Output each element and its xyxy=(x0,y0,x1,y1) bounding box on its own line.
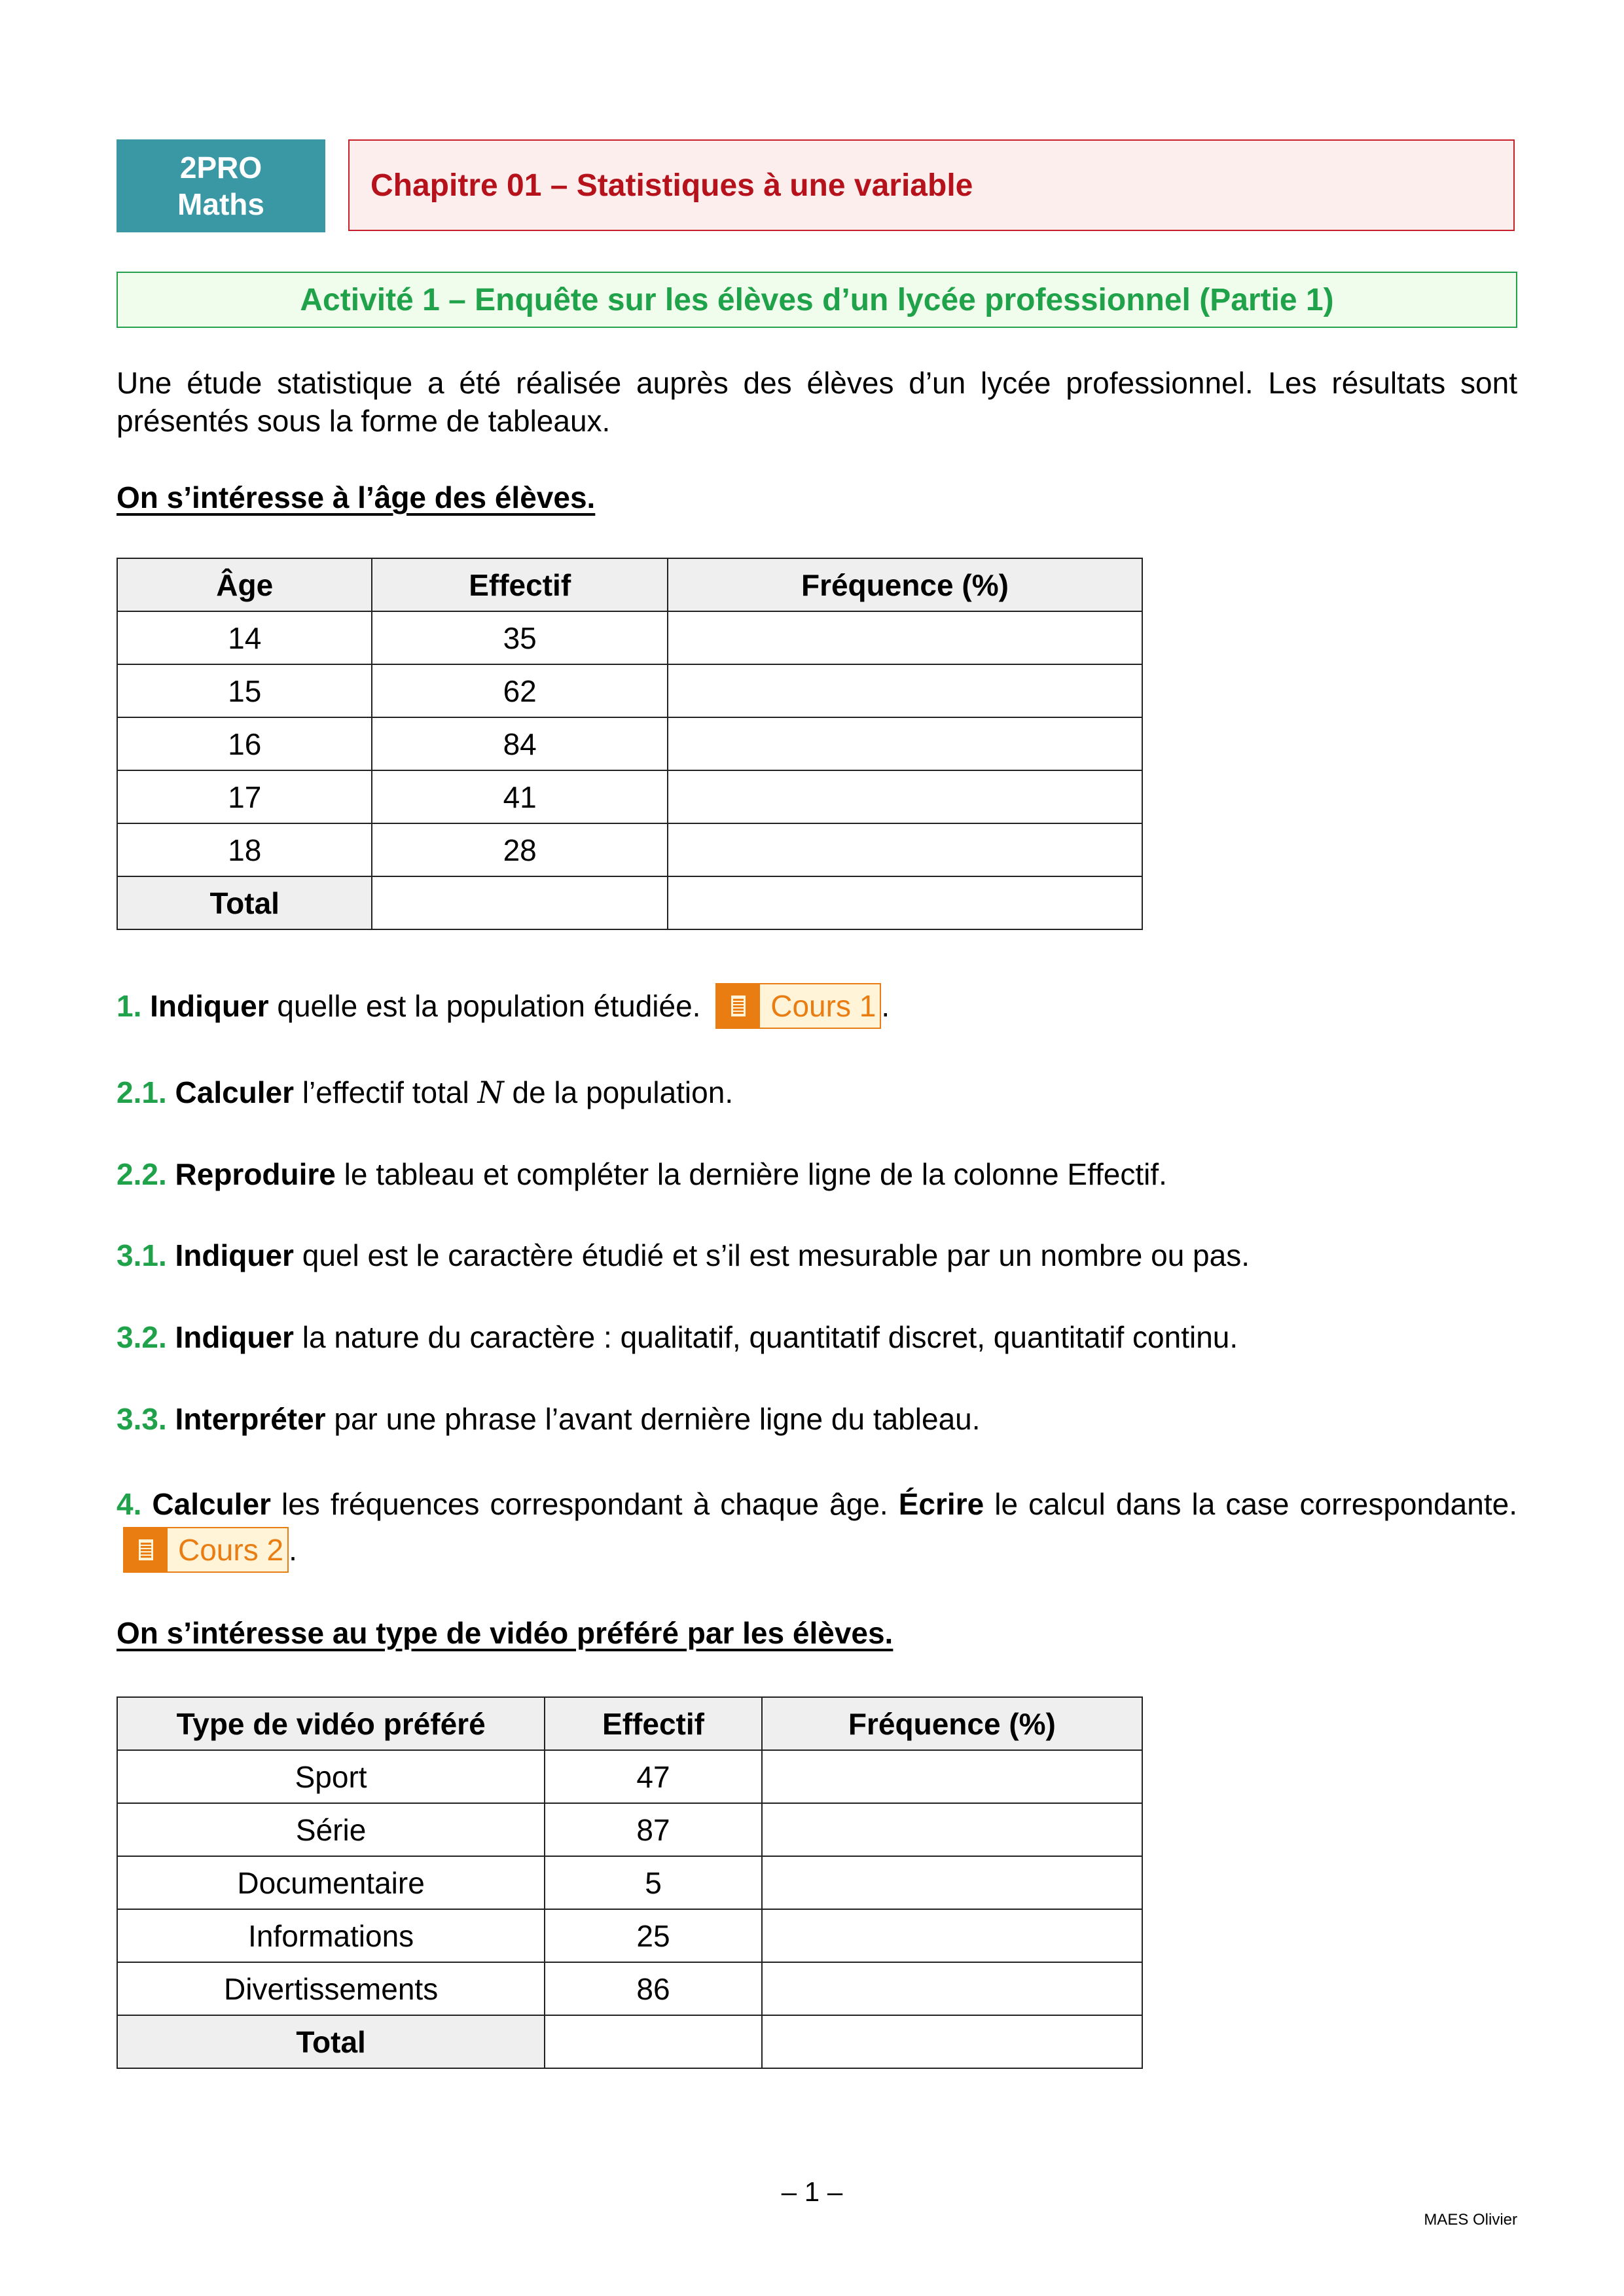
chapter-title: Chapitre 01 – Statistiques à une variable xyxy=(370,168,973,203)
question-verb: Interpréter xyxy=(175,1402,326,1436)
question-number: 2.2. xyxy=(117,1157,167,1191)
activity-title-box xyxy=(117,272,1517,328)
question-text: les fréquences correspondant à chaque âge. xyxy=(270,1487,899,1521)
column-header: Âge xyxy=(117,558,372,611)
age-cell: 15 xyxy=(117,664,372,717)
video-type-cell: Informations xyxy=(117,1909,545,1962)
frequence-cell[interactable] xyxy=(762,1962,1142,2015)
video-type-cell: Série xyxy=(117,1803,545,1856)
age-cell: 18 xyxy=(117,823,372,876)
intro-paragraph: Une étude statistique a été réalisée auprès des élèves d’un lycée professionnel. Les résultats sont présentés sous la forme de tableaux. xyxy=(117,366,1517,438)
age-cell: 14 xyxy=(117,611,372,664)
column-header: Fréquence (%) xyxy=(668,558,1142,611)
class-subject: Maths xyxy=(177,187,264,221)
effectif-cell: 84 xyxy=(372,717,667,770)
section-heading-video: On s’intéresse au type de vidéo préféré par les élèves. xyxy=(117,1616,893,1650)
page-number: – 1 – xyxy=(781,2176,843,2207)
effectif-cell: 87 xyxy=(545,1803,762,1856)
question-verb: Calculer xyxy=(152,1487,271,1521)
column-header: Effectif xyxy=(545,1697,762,1750)
question-verb: Calculer xyxy=(175,1075,295,1109)
effectif-cell: 62 xyxy=(372,664,667,717)
age-cell: 16 xyxy=(117,717,372,770)
effectif-cell: 86 xyxy=(545,1962,762,2015)
question-number: 3.1. xyxy=(117,1238,167,1272)
total-frequence-cell[interactable] xyxy=(762,2015,1142,2068)
question-number: 2.1. xyxy=(117,1075,167,1109)
question-text: par une phrase l’avant dernière ligne du tableau. xyxy=(325,1402,981,1436)
author-name: MAES Olivier xyxy=(1424,2211,1517,2229)
question-verb: Indiquer xyxy=(175,1238,294,1272)
question-1 xyxy=(117,986,890,1031)
question-3-1 xyxy=(117,1236,1250,1274)
table-row xyxy=(117,1962,1142,2015)
question-text: de la population. xyxy=(503,1075,734,1109)
video-table xyxy=(117,1696,1143,2069)
table-row xyxy=(117,1909,1142,1962)
total-label: Total xyxy=(117,2015,545,2068)
frequence-cell[interactable] xyxy=(668,823,1142,876)
question-text: l’effectif total xyxy=(294,1075,478,1109)
question-3-2 xyxy=(117,1318,1238,1356)
column-header: Effectif xyxy=(372,558,667,611)
effectif-cell: 47 xyxy=(545,1750,762,1803)
table-row xyxy=(117,1803,1142,1856)
question-number: 3.3. xyxy=(117,1402,167,1436)
table-row xyxy=(117,1750,1142,1803)
total-label: Total xyxy=(117,876,372,929)
question-verb: Écrire xyxy=(898,1487,984,1521)
question-text: le tableau et compléter la dernière ligne de la colonne Effectif. xyxy=(335,1157,1167,1191)
punctuation: . xyxy=(881,989,890,1024)
activity-title: Activité 1 – Enquête sur les élèves d’un lycée professionnel (Partie 1) xyxy=(300,282,1334,317)
video-type-cell: Documentaire xyxy=(117,1856,545,1909)
total-row xyxy=(117,2015,1142,2068)
question-number: 3.2. xyxy=(117,1320,167,1354)
question-verb: Indiquer xyxy=(175,1320,294,1354)
frequence-cell[interactable] xyxy=(762,1856,1142,1909)
table-header-row xyxy=(117,1697,1142,1750)
question-text: la nature du caractère : qualitatif, quantitatif discret, quantitatif continu. xyxy=(293,1320,1238,1354)
math-variable: N xyxy=(477,1075,504,1110)
question-3-3 xyxy=(117,1400,981,1438)
video-type-cell: Sport xyxy=(117,1750,545,1803)
total-row xyxy=(117,876,1142,929)
document-icon xyxy=(717,984,760,1028)
column-header: Type de vidéo préféré xyxy=(117,1697,545,1750)
video-type-cell: Divertissements xyxy=(117,1962,545,2015)
frequence-cell[interactable] xyxy=(762,1803,1142,1856)
effectif-cell: 28 xyxy=(372,823,667,876)
cours-2-link[interactable] xyxy=(123,1527,289,1573)
effectif-cell: 25 xyxy=(545,1909,762,1962)
question-number: 1. xyxy=(117,989,142,1024)
table-row xyxy=(117,611,1142,664)
effectif-cell: 41 xyxy=(372,770,667,823)
question-4 xyxy=(117,1481,1517,1575)
table-row xyxy=(117,770,1142,823)
question-number: 4. xyxy=(117,1487,142,1521)
age-table xyxy=(117,558,1143,930)
question-text: quel est le caractère étudié et s’il est mesurable par un nombre ou pas. xyxy=(293,1238,1250,1272)
table-row xyxy=(117,664,1142,717)
total-frequence-cell[interactable] xyxy=(668,876,1142,929)
table-header-row xyxy=(117,558,1142,611)
question-2-2 xyxy=(117,1155,1167,1193)
cours-1-link[interactable] xyxy=(715,983,881,1029)
frequence-cell[interactable] xyxy=(668,770,1142,823)
question-2-1 xyxy=(117,1073,733,1111)
frequence-cell[interactable] xyxy=(668,664,1142,717)
table-row xyxy=(117,717,1142,770)
question-verb: Indiquer xyxy=(150,989,269,1024)
frequence-cell[interactable] xyxy=(668,717,1142,770)
section-heading-age: On s’intéresse à l’âge des élèves. xyxy=(117,480,596,514)
class-level: 2PRO xyxy=(179,151,262,185)
effectif-cell: 35 xyxy=(372,611,667,664)
column-header: Fréquence (%) xyxy=(762,1697,1142,1750)
question-verb: Reproduire xyxy=(175,1157,336,1191)
document-icon xyxy=(124,1528,168,1571)
chapter-title-box xyxy=(348,139,1515,231)
punctuation: . xyxy=(289,1533,297,1567)
frequence-cell[interactable] xyxy=(762,1909,1142,1962)
total-effectif-cell[interactable] xyxy=(372,876,667,929)
frequence-cell[interactable] xyxy=(762,1750,1142,1803)
effectif-cell: 5 xyxy=(545,1856,762,1909)
table-row xyxy=(117,1856,1142,1909)
class-label-box xyxy=(117,139,325,232)
cours-label: Cours 1 xyxy=(760,984,880,1028)
table-row xyxy=(117,823,1142,876)
total-effectif-cell[interactable] xyxy=(545,2015,762,2068)
cours-label: Cours 2 xyxy=(168,1528,287,1571)
age-cell: 17 xyxy=(117,770,372,823)
frequence-cell[interactable] xyxy=(668,611,1142,664)
question-text: quelle est la population étudiée. xyxy=(268,989,701,1024)
question-text: le calcul dans la case correspondante. xyxy=(984,1487,1517,1521)
